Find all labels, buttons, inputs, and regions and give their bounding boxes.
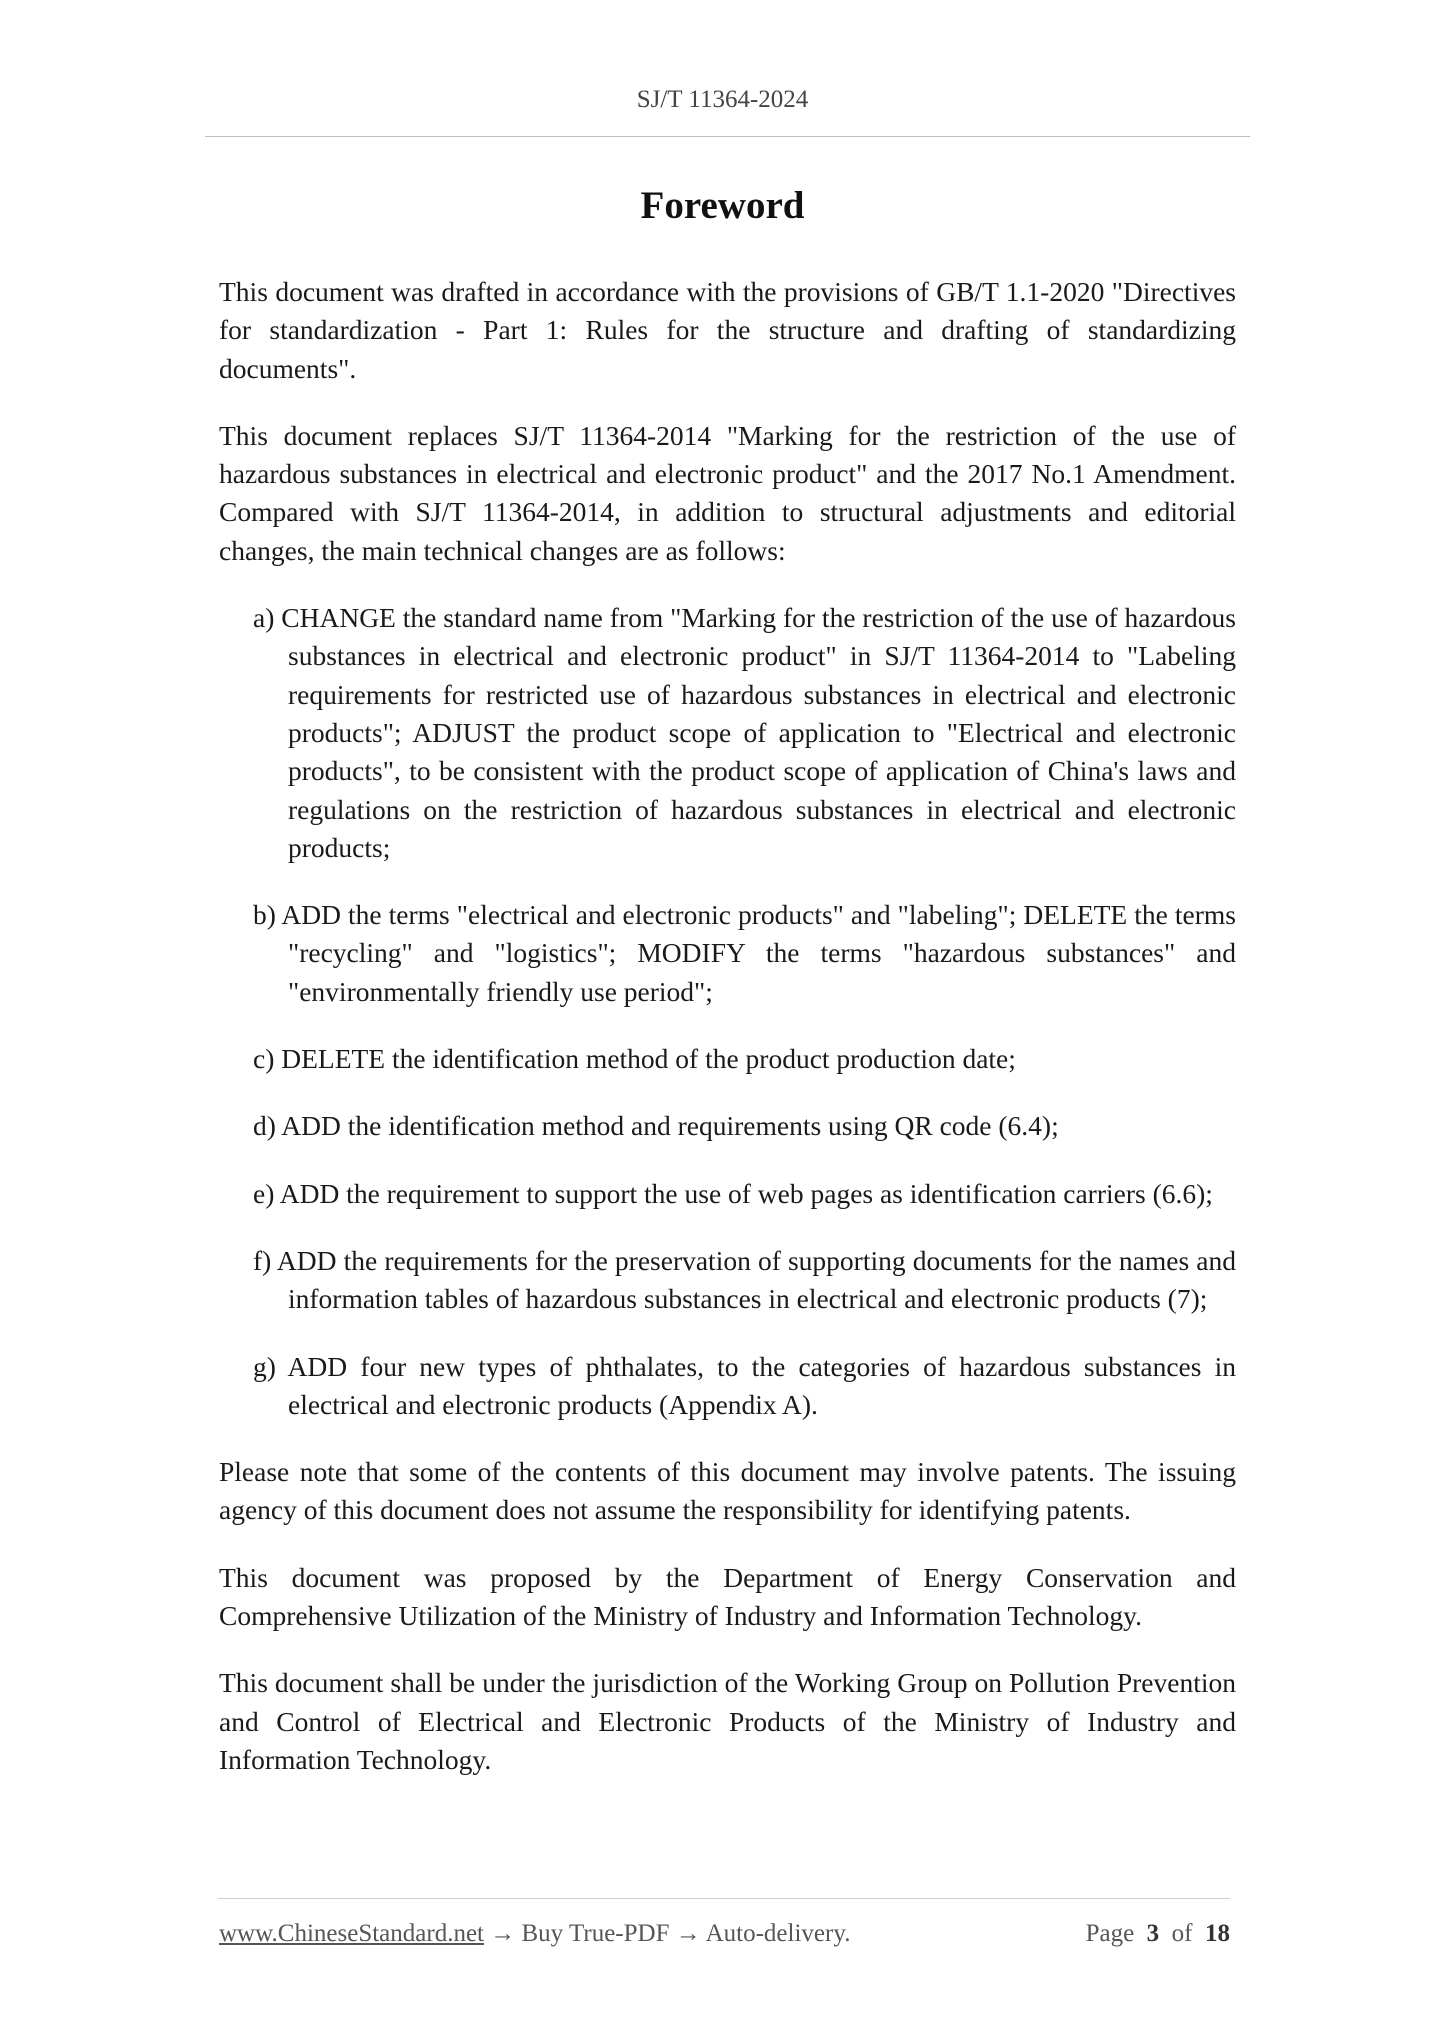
list-item-change-g: g) ADD four new types of phthalates, to the categories of hazardous substances in electrical and electronic products (Appendix A). [253, 1350, 1236, 1420]
paragraph-replacement-notice: This document replaces SJ/T 11364-2014 "Marking for the restriction of the use of hazardous substances in electrical and electronic product" and the 2017 No.1 Amendment. Compared with SJ/T 11364-2014, in addition to structural adjustments and editorial changes, the main technical changes are as follows: [219, 419, 1236, 566]
paragraph-patent-notice: Please note that some of the contents of this document may involve patents. The issuing agency of this document does not assume the responsibility for identifying patents. [219, 1456, 1236, 1526]
page-current: 3 [1146, 1920, 1160, 1947]
paragraph-jurisdiction: This document shall be under the jurisdiction of the Working Group on Pollution Prevention and Control of Electrical and Electronic Products of the Ministry of Industry and Information Technology. [219, 1667, 1236, 1775]
footer-promo [219, 1920, 850, 1948]
list-item-change-a: a) CHANGE the standard name from "Marking for the restriction of the use of hazardous substances in electrical and electronic product" in SJ/T 11364-2014 to "Labeling requirements for restricted use of hazardous substances in electrical and electronic products"; ADJUST the product scope of application to "Electrical and electronic products", to be consistent with the product scope of application of China's laws and regulations on the restriction of hazardous substances in electrical and electronic products; [253, 602, 1236, 863]
list-item-change-c: c) DELETE the identification method of the product production date; [253, 1043, 1016, 1075]
page-number [1086, 1920, 1230, 1948]
paragraph-drafting-rules: This document was drafted in accordance with the provisions of GB/T 1.1-2020 "Directives for standardization - Part 1: Rules for the structure and drafting of standardizing documents". [219, 276, 1236, 384]
paragraph-proposer: This document was proposed by the Department of Energy Conservation and Comprehensive Utilization of the Ministry of Industry and Information Technology. [219, 1561, 1236, 1632]
page-total: 18 [1205, 1920, 1230, 1947]
header-divider [205, 136, 1250, 137]
technical-changes-list [219, 599, 1236, 1424]
list-item-change-b: b) ADD the terms "electrical and electronic products" and "labeling"; DELETE the terms "recycling" and "logistics"; MODIFY the terms "hazardous substances" and "environmentally friendly use period"; [253, 899, 1236, 1007]
footer-divider [218, 1898, 1230, 1899]
document-body [219, 273, 1236, 1808]
page-label: Page [1085, 1920, 1135, 1947]
list-item-change-f: f) ADD the requirements for the preservation of supporting documents for the names and information tables of hazardous substances in electrical and electronic products (7); [253, 1244, 1236, 1315]
list-item-change-e: e) ADD the requirement to support the use of web pages as identification carriers (6.6); [253, 1177, 1213, 1209]
footer-promo-text: → Buy True-PDF → Auto-delivery. [484, 1920, 851, 1947]
website-link[interactable]: www.ChineseStandard.net [219, 1920, 484, 1947]
list-item-change-d: d) ADD the identification method and requirements using QR code (6.4); [253, 1110, 1059, 1142]
document-code-header: SJ/T 11364-2024 [636, 86, 809, 113]
page-of-label: of [1171, 1920, 1193, 1947]
page-title: Foreword [640, 184, 805, 227]
